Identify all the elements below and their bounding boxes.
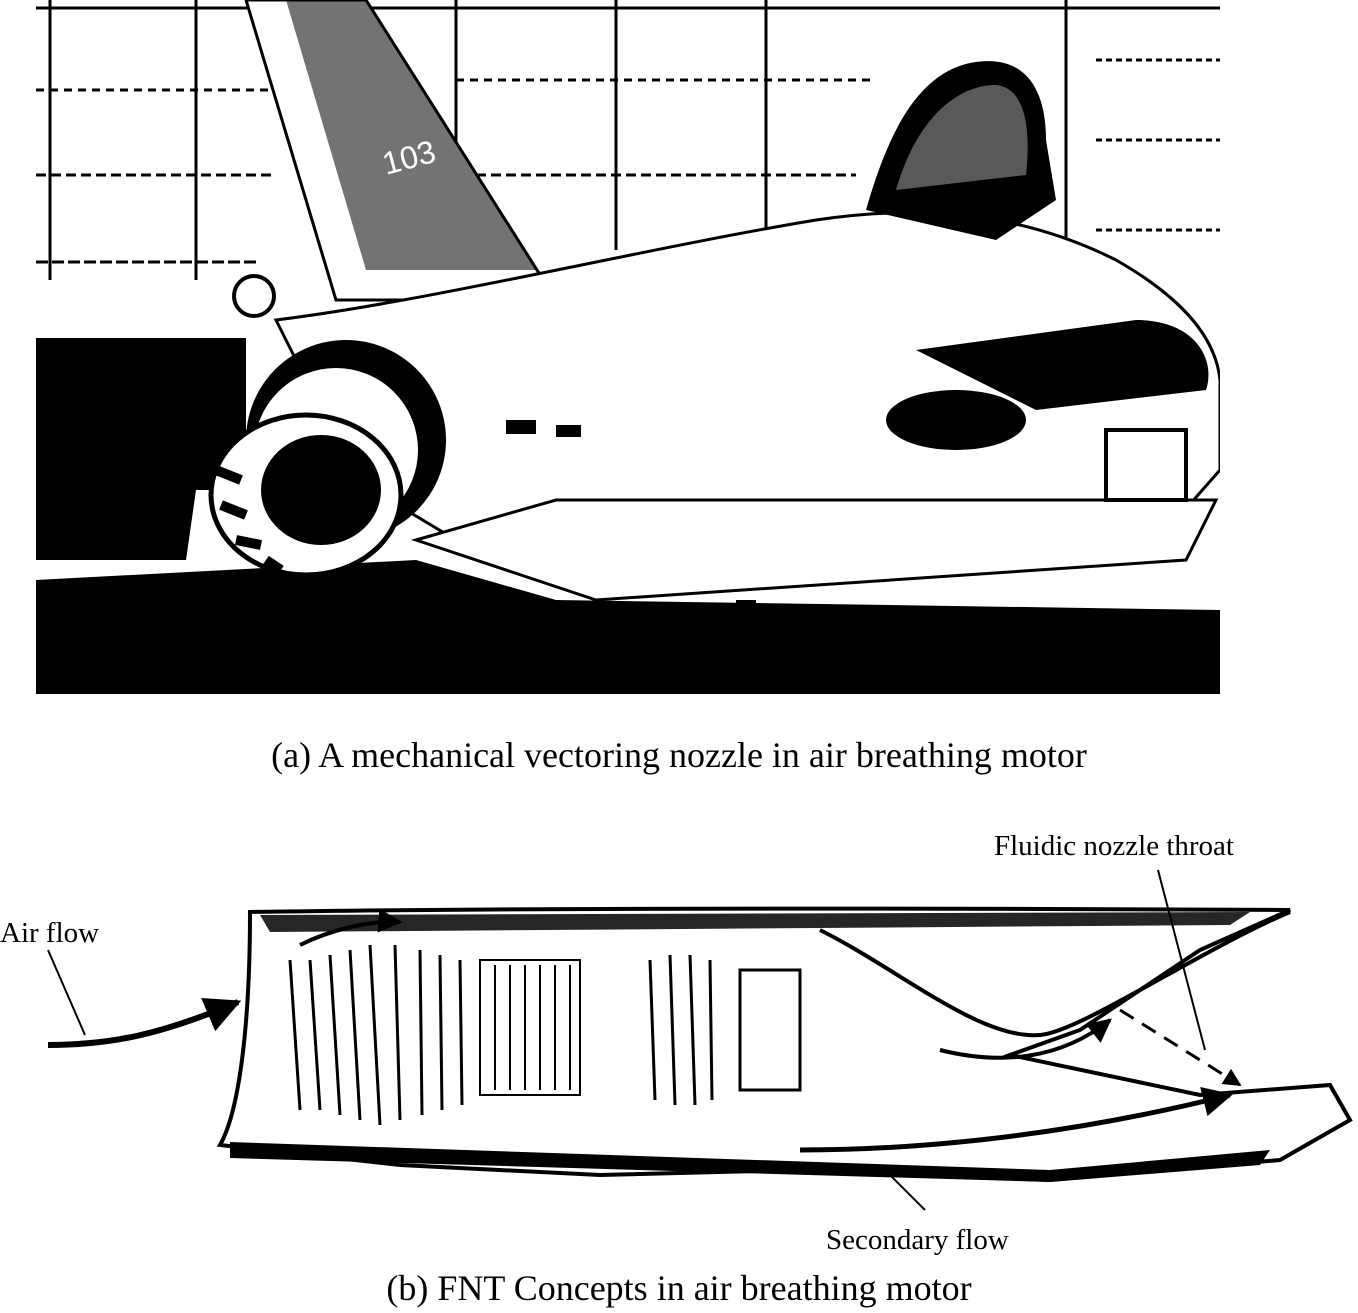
fuel-dump-sphere	[234, 276, 274, 316]
fluidic-nozzle-throat-label: Fluidic nozzle throat	[994, 830, 1234, 862]
engine-cutaway-diagram	[0, 820, 1358, 1260]
secondary-flow-label: Secondary flow	[826, 1224, 1009, 1256]
air-flow-leader	[48, 950, 85, 1035]
secondary-injection-arrow	[1120, 1010, 1240, 1085]
aircraft-photo	[36, 0, 1220, 694]
caption-panel-a: (a) A mechanical vectoring nozzle in air breathing motor	[271, 735, 1087, 775]
air-flow-arrow	[48, 1002, 238, 1045]
caption-panel-b: (b) FNT Concepts in air breathing motor	[386, 1268, 972, 1308]
air-flow-label: Air flow	[0, 917, 100, 949]
engine-casing	[220, 909, 1350, 1180]
tail-number: 103	[378, 133, 440, 182]
